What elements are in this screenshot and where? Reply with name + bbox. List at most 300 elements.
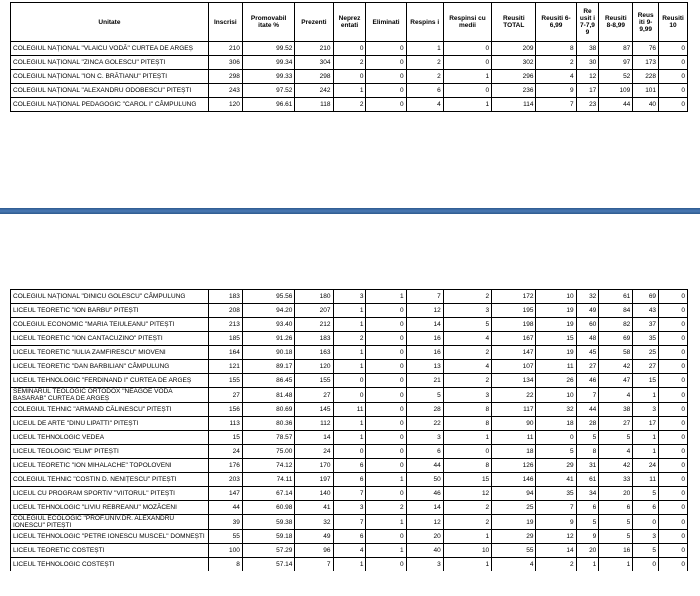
- value-cell: 25: [633, 346, 659, 360]
- column-header: Respins i: [406, 3, 443, 42]
- value-cell: 22: [492, 388, 536, 403]
- value-cell: 11: [492, 431, 536, 445]
- table-row: [11, 360, 688, 374]
- school-name-cell: COLEGIUL NAȚIONAL "ION C. BRĂTIANU" PITEȘTI: [11, 70, 209, 84]
- column-header: Respinsi cu medii: [443, 3, 491, 42]
- value-cell: 74.11: [242, 473, 295, 487]
- value-cell: 12: [406, 515, 443, 530]
- value-cell: 1: [443, 431, 491, 445]
- school-name-cell: LICEUL TEORETIC "ION BARBU" PITEȘTI: [11, 304, 209, 318]
- value-cell: 74.12: [242, 459, 295, 473]
- school-name-cell: LICEUL TEORETIC "ION MIHALACHE" TOPOLOVENI: [11, 459, 209, 473]
- school-name-cell: COLEGIUL TEHNIC "COSTIN D. NENIȚESCU" PITEȘTI: [11, 473, 209, 487]
- value-cell: 2: [366, 501, 406, 515]
- value-cell: 27: [633, 360, 659, 374]
- value-cell: 15: [536, 332, 576, 346]
- school-name-cell: LICEUL TEORETIC COSTEȘTI: [11, 544, 209, 558]
- value-cell: 0: [366, 445, 406, 459]
- value-cell: 28: [406, 403, 443, 417]
- value-cell: 121: [208, 360, 242, 374]
- value-cell: 7: [406, 290, 443, 304]
- value-cell: 1: [333, 360, 366, 374]
- results-table-bottom: [10, 289, 688, 571]
- value-cell: 2: [333, 98, 366, 112]
- value-cell: 2: [406, 70, 443, 84]
- value-cell: 30: [576, 56, 599, 70]
- value-cell: 1: [366, 290, 406, 304]
- value-cell: 0: [333, 70, 366, 84]
- value-cell: 17: [633, 417, 659, 431]
- value-cell: 44: [599, 98, 633, 112]
- value-cell: 3: [443, 388, 491, 403]
- value-cell: 9: [536, 84, 576, 98]
- table-row: [11, 501, 688, 515]
- value-cell: 96: [295, 544, 333, 558]
- value-cell: 306: [208, 56, 242, 70]
- column-header: Eliminati: [366, 3, 406, 42]
- value-cell: 8: [443, 403, 491, 417]
- value-cell: 197: [295, 473, 333, 487]
- school-name-cell: COLEGIUL NAȚIONAL "VLAICU VODĂ" CURTEA DE ARGEȘ: [11, 42, 209, 56]
- value-cell: 44: [208, 501, 242, 515]
- value-cell: 0: [366, 318, 406, 332]
- value-cell: 1: [333, 346, 366, 360]
- value-cell: 42: [599, 459, 633, 473]
- value-cell: 5: [599, 431, 633, 445]
- value-cell: 210: [208, 42, 242, 56]
- value-cell: 5: [599, 515, 633, 530]
- value-cell: 210: [295, 42, 333, 56]
- value-cell: 42: [599, 360, 633, 374]
- value-cell: 207: [295, 304, 333, 318]
- value-cell: 18: [536, 417, 576, 431]
- value-cell: 59.38: [242, 515, 295, 530]
- school-name-cell: COLEGIUL NAȚIONAL PEDAGOGIC "CAROL I" CÂMPULUNG: [11, 98, 209, 112]
- value-cell: 180: [295, 290, 333, 304]
- value-cell: 19: [492, 515, 536, 530]
- value-cell: 96.61: [242, 98, 295, 112]
- value-cell: 0: [659, 530, 688, 544]
- value-cell: 1: [333, 318, 366, 332]
- value-cell: 37: [633, 318, 659, 332]
- value-cell: 61: [599, 290, 633, 304]
- value-cell: 185: [208, 332, 242, 346]
- value-cell: 183: [208, 290, 242, 304]
- value-cell: 0: [659, 304, 688, 318]
- value-cell: 20: [406, 530, 443, 544]
- value-cell: 8: [443, 459, 491, 473]
- value-cell: 1: [443, 70, 491, 84]
- value-cell: 0: [659, 84, 688, 98]
- value-cell: 38: [599, 403, 633, 417]
- value-cell: 17: [576, 84, 599, 98]
- column-header: Reusiti 6-6,99: [536, 3, 576, 42]
- value-cell: 0: [366, 459, 406, 473]
- value-cell: 40: [406, 544, 443, 558]
- value-cell: 10: [536, 290, 576, 304]
- value-cell: 7: [576, 388, 599, 403]
- value-cell: 19: [536, 304, 576, 318]
- value-cell: 3: [333, 501, 366, 515]
- value-cell: 0: [333, 42, 366, 56]
- value-cell: 0: [366, 332, 406, 346]
- value-cell: 2: [443, 515, 491, 530]
- value-cell: 99.33: [242, 70, 295, 84]
- value-cell: 9: [536, 515, 576, 530]
- column-header: Inscrisi: [208, 3, 242, 42]
- value-cell: 1: [633, 388, 659, 403]
- value-cell: 52: [599, 70, 633, 84]
- value-cell: 0: [659, 318, 688, 332]
- value-cell: 4: [599, 388, 633, 403]
- value-cell: 15: [633, 374, 659, 388]
- table-row: [11, 290, 688, 304]
- value-cell: 1: [333, 304, 366, 318]
- value-cell: 0: [366, 558, 406, 572]
- value-cell: 213: [208, 318, 242, 332]
- value-cell: 81.48: [242, 388, 295, 403]
- value-cell: 1: [366, 473, 406, 487]
- value-cell: 0: [366, 417, 406, 431]
- column-header-unit: Unitate: [11, 3, 209, 42]
- value-cell: 8: [443, 417, 491, 431]
- value-cell: 228: [633, 70, 659, 84]
- school-name-cell: LICEUL TEHNOLOGIC "LIVIU REBREANU" MOZĂCENI: [11, 501, 209, 515]
- value-cell: 0: [659, 515, 688, 530]
- value-cell: 55: [208, 530, 242, 544]
- value-cell: 12: [443, 487, 491, 501]
- value-cell: 0: [443, 445, 491, 459]
- value-cell: 58: [599, 346, 633, 360]
- value-cell: 33: [599, 473, 633, 487]
- value-cell: 75.00: [242, 445, 295, 459]
- value-cell: 55: [492, 544, 536, 558]
- value-cell: 94: [492, 487, 536, 501]
- value-cell: 67.14: [242, 487, 295, 501]
- value-cell: 6: [333, 473, 366, 487]
- value-cell: 47: [599, 374, 633, 388]
- value-cell: 8: [536, 42, 576, 56]
- value-cell: 0: [366, 487, 406, 501]
- value-cell: 59.18: [242, 530, 295, 544]
- value-cell: 7: [536, 501, 576, 515]
- school-name-cell: LICEUL TEHNOLOGIC COSTEȘTI: [11, 558, 209, 572]
- value-cell: 18: [492, 445, 536, 459]
- value-cell: 5: [599, 530, 633, 544]
- value-cell: 0: [659, 290, 688, 304]
- value-cell: 5: [443, 318, 491, 332]
- value-cell: 5: [633, 487, 659, 501]
- value-cell: 14: [406, 501, 443, 515]
- value-cell: 7: [333, 515, 366, 530]
- value-cell: 212: [295, 318, 333, 332]
- value-cell: 27: [295, 388, 333, 403]
- value-cell: 0: [333, 388, 366, 403]
- school-name-cell: COLEGIUL NAȚIONAL "ALEXANDRU ODOBESCU" PITEȘTI: [11, 84, 209, 98]
- value-cell: 44: [406, 459, 443, 473]
- value-cell: 90: [492, 417, 536, 431]
- value-cell: 99.52: [242, 42, 295, 56]
- value-cell: 0: [333, 445, 366, 459]
- value-cell: 140: [295, 487, 333, 501]
- value-cell: 298: [208, 70, 242, 84]
- table-row: [11, 84, 688, 98]
- value-cell: 41: [536, 473, 576, 487]
- value-cell: 12: [406, 304, 443, 318]
- value-cell: 4: [443, 332, 491, 346]
- value-cell: 0: [366, 56, 406, 70]
- school-name-cell: LICEUL TEOLOGIC "ELIM" PITEȘTI: [11, 445, 209, 459]
- value-cell: 89.17: [242, 360, 295, 374]
- value-cell: 7: [333, 487, 366, 501]
- value-cell: 0: [366, 388, 406, 403]
- value-cell: 13: [406, 360, 443, 374]
- table-row: [11, 346, 688, 360]
- table-row: [11, 56, 688, 70]
- value-cell: 0: [633, 558, 659, 572]
- value-cell: 2: [333, 56, 366, 70]
- school-name-cell: COLEGIUL NAȚIONAL "DINICU GOLESCU" CÂMPULUNG: [11, 290, 209, 304]
- value-cell: 0: [659, 417, 688, 431]
- column-header: Prezenti: [295, 3, 333, 42]
- value-cell: 1: [599, 558, 633, 572]
- value-cell: 50: [406, 473, 443, 487]
- column-header: Promovabil itate %: [242, 3, 295, 42]
- value-cell: 39: [208, 515, 242, 530]
- value-cell: 0: [659, 487, 688, 501]
- value-cell: 173: [633, 56, 659, 70]
- value-cell: 0: [366, 530, 406, 544]
- value-cell: 1: [633, 431, 659, 445]
- value-cell: 10: [443, 544, 491, 558]
- school-name-cell: LICEUL DE ARTE "DINU LIPATTI" PITEȘTI: [11, 417, 209, 431]
- value-cell: 118: [295, 98, 333, 112]
- value-cell: 60.98: [242, 501, 295, 515]
- value-cell: 0: [536, 431, 576, 445]
- value-cell: 32: [536, 403, 576, 417]
- value-cell: 296: [492, 70, 536, 84]
- value-cell: 0: [659, 431, 688, 445]
- value-cell: 1: [406, 42, 443, 56]
- value-cell: 6: [406, 445, 443, 459]
- value-cell: 49: [576, 304, 599, 318]
- value-cell: 0: [659, 56, 688, 70]
- table-row: [11, 431, 688, 445]
- value-cell: 8: [576, 445, 599, 459]
- value-cell: 146: [492, 473, 536, 487]
- value-cell: 198: [492, 318, 536, 332]
- value-cell: 1: [333, 431, 366, 445]
- value-cell: 0: [443, 56, 491, 70]
- value-cell: 5: [576, 431, 599, 445]
- value-cell: 97: [599, 56, 633, 70]
- value-cell: 6: [633, 501, 659, 515]
- value-cell: 145: [295, 403, 333, 417]
- value-cell: 0: [366, 84, 406, 98]
- value-cell: 0: [659, 70, 688, 84]
- value-cell: 40: [633, 98, 659, 112]
- value-cell: 12: [576, 70, 599, 84]
- value-cell: 112: [295, 417, 333, 431]
- value-cell: 0: [366, 403, 406, 417]
- school-name-cell: LICEUL TEORETIC "ION CANTACUZINO" PITEȘTI: [11, 332, 209, 346]
- value-cell: 14: [536, 544, 576, 558]
- value-cell: 11: [536, 360, 576, 374]
- column-header: Re usit i 7-7,9 9: [576, 3, 599, 42]
- value-cell: 16: [406, 346, 443, 360]
- value-cell: 0: [659, 332, 688, 346]
- value-cell: 0: [633, 515, 659, 530]
- school-name-cell: COLEGIUL TEHNIC "ARMAND CĂLINESCU" PITEȘTI: [11, 403, 209, 417]
- value-cell: 4: [406, 98, 443, 112]
- value-cell: 3: [406, 431, 443, 445]
- value-cell: 0: [443, 84, 491, 98]
- value-cell: 163: [295, 346, 333, 360]
- value-cell: 6: [599, 501, 633, 515]
- value-cell: 69: [599, 332, 633, 346]
- value-cell: 1: [333, 558, 366, 572]
- value-cell: 76: [633, 42, 659, 56]
- value-cell: 0: [659, 544, 688, 558]
- table-row: [11, 98, 688, 112]
- value-cell: 120: [208, 98, 242, 112]
- value-cell: 5: [406, 388, 443, 403]
- value-cell: 114: [492, 98, 536, 112]
- value-cell: 117: [492, 403, 536, 417]
- value-cell: 101: [633, 84, 659, 98]
- value-cell: 0: [443, 42, 491, 56]
- column-header: Reusiti TOTAL: [492, 3, 536, 42]
- value-cell: 208: [208, 304, 242, 318]
- value-cell: 22: [406, 417, 443, 431]
- value-cell: 2: [333, 332, 366, 346]
- value-cell: 3: [633, 530, 659, 544]
- table-row: [11, 403, 688, 417]
- value-cell: 0: [366, 42, 406, 56]
- value-cell: 0: [366, 374, 406, 388]
- value-cell: 0: [659, 388, 688, 403]
- school-name-cell: LICEUL TEORETIC "DAN BARBILIAN" CÂMPULUNG: [11, 360, 209, 374]
- value-cell: 80.36: [242, 417, 295, 431]
- value-cell: 6: [333, 530, 366, 544]
- table-row: [11, 530, 688, 544]
- value-cell: 23: [576, 98, 599, 112]
- value-cell: 25: [492, 501, 536, 515]
- table-row: [11, 544, 688, 558]
- value-cell: 0: [659, 346, 688, 360]
- value-cell: 0: [659, 473, 688, 487]
- value-cell: 34: [576, 487, 599, 501]
- value-cell: 46: [576, 374, 599, 388]
- value-cell: 41: [295, 501, 333, 515]
- table-row: [11, 445, 688, 459]
- school-name-cell: COLEGIUL ECONOMIC "MARIA TEIULEANU" PITEȘTI: [11, 318, 209, 332]
- value-cell: 27: [576, 360, 599, 374]
- value-cell: 0: [659, 42, 688, 56]
- value-cell: 60: [576, 318, 599, 332]
- value-cell: 6: [576, 501, 599, 515]
- value-cell: 155: [295, 374, 333, 388]
- value-cell: 183: [295, 332, 333, 346]
- column-header: Neprez entati: [333, 3, 366, 42]
- value-cell: 3: [633, 403, 659, 417]
- value-cell: 176: [208, 459, 242, 473]
- value-cell: 4: [443, 360, 491, 374]
- value-cell: 126: [492, 459, 536, 473]
- value-cell: 3: [333, 290, 366, 304]
- school-name-cell: LICEUL TEORETIC "IULIA ZAMFIRESCU" MIOVENI: [11, 346, 209, 360]
- table-row: [11, 417, 688, 431]
- column-header: Reusiti 10: [659, 3, 688, 42]
- school-name-cell: LICEUL TEHNOLOGIC "PETRE IONESCU MUSCEL" DOMNEȘTI: [11, 530, 209, 544]
- value-cell: 49: [295, 530, 333, 544]
- value-cell: 4: [599, 445, 633, 459]
- value-cell: 304: [295, 56, 333, 70]
- value-cell: 107: [492, 360, 536, 374]
- value-cell: 28: [576, 417, 599, 431]
- value-cell: 12: [536, 530, 576, 544]
- value-cell: 0: [659, 445, 688, 459]
- value-cell: 1: [633, 445, 659, 459]
- value-cell: 10: [536, 388, 576, 403]
- value-cell: 2: [406, 56, 443, 70]
- value-cell: 94.20: [242, 304, 295, 318]
- value-cell: 24: [208, 445, 242, 459]
- value-cell: 0: [333, 374, 366, 388]
- value-cell: 61: [576, 473, 599, 487]
- value-cell: 19: [536, 318, 576, 332]
- value-cell: 31: [576, 459, 599, 473]
- table-row: [11, 332, 688, 346]
- value-cell: 164: [208, 346, 242, 360]
- value-cell: 7: [295, 558, 333, 572]
- table-row: [11, 515, 688, 530]
- value-cell: 100: [208, 544, 242, 558]
- value-cell: 45: [576, 346, 599, 360]
- value-cell: 1: [366, 544, 406, 558]
- value-cell: 24: [633, 459, 659, 473]
- value-cell: 7: [536, 98, 576, 112]
- value-cell: 1: [333, 84, 366, 98]
- value-cell: 0: [366, 98, 406, 112]
- value-cell: 24: [295, 445, 333, 459]
- value-cell: 3: [443, 304, 491, 318]
- value-cell: 35: [633, 332, 659, 346]
- value-cell: 27: [599, 417, 633, 431]
- school-name-cell: LICEUL CU PROGRAM SPORTIV "VIITORUL" PITEȘTI: [11, 487, 209, 501]
- value-cell: 87: [599, 42, 633, 56]
- value-cell: 90.18: [242, 346, 295, 360]
- table-row: [11, 459, 688, 473]
- value-cell: 0: [366, 360, 406, 374]
- value-cell: 155: [208, 374, 242, 388]
- value-cell: 302: [492, 56, 536, 70]
- value-cell: 109: [599, 84, 633, 98]
- table-row: [11, 318, 688, 332]
- value-cell: 97.52: [242, 84, 295, 98]
- value-cell: 2: [536, 56, 576, 70]
- value-cell: 1: [333, 417, 366, 431]
- value-cell: 1: [576, 558, 599, 572]
- value-cell: 4: [536, 70, 576, 84]
- column-header: Reus iti 9-9,99: [633, 3, 659, 42]
- school-name-cell: SEMINARUL TEOLOGIC ORTODOX "NEAGOE VODĂ BASARAB" CURTEA DE ARGEȘ: [11, 388, 209, 403]
- value-cell: 2: [443, 290, 491, 304]
- value-cell: 80.69: [242, 403, 295, 417]
- value-cell: 84: [599, 304, 633, 318]
- value-cell: 5: [536, 445, 576, 459]
- table-row: [11, 558, 688, 572]
